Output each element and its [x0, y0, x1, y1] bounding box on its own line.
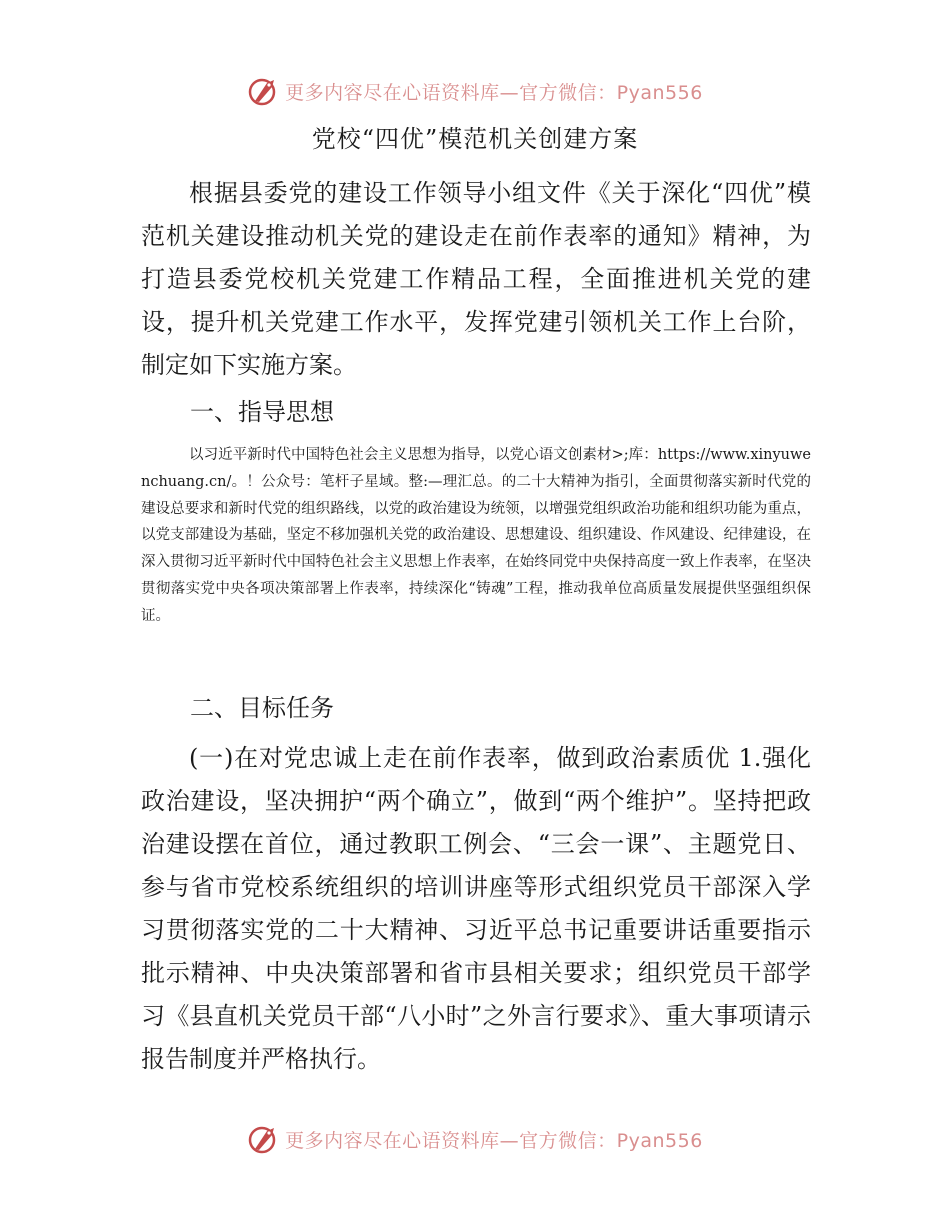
guiding-ideology-paragraph: 以习近平新时代中国特色社会主义思想为指导，以党心语文创素材>;库：https://www.xinyuwenchuang.cn/。！公众号：笔杆子星域。整:—理汇总。的二十大精神为指引，全面贯彻落实新时代党的建设总要求和新时代党的组织路线，以党的政治建设为统领，以增强党组织政治功能和组织功能为重点，以党支部建设为基础，坚定不移加强机关党的政治建设、思想建设、组织建设、作风建设、纪律建设，在深入贯彻习近平新时代中国特色社会主义思想上作表率，在始终同党中央保持高度一致上作表率，在坚决贯彻落实党中央各项决策部署上作表率，持续深化“铸魂”工程，推动我单位高质量发展提供坚强组织保证。: [141, 447, 811, 624]
watermark-text: 更多内容尽在心语资料库—官方微信：Pyan556: [285, 81, 703, 104]
watermark-banner-bottom: [0, 1119, 950, 1159]
document-title: 党校“四优”模范机关创建方案: [311, 125, 639, 153]
intro-paragraph: 根据县委党的建设工作领导小组文件《关于深化“四优”模范机关建设推动机关党的建设走在前作表率的通知》精神，为打造县委党校机关党建工作精品工程，全面推进机关党的建设，提升机关党建工作水平，发挥党建引领机关工作上台阶，制定如下实施方案。: [141, 179, 811, 379]
section-heading-goals-tasks: 二、目标任务: [190, 694, 334, 722]
pen-nib-circle-icon: [247, 74, 281, 108]
watermark-text: 更多内容尽在心语资料库—官方微信：Pyan556: [285, 1129, 703, 1152]
goals-tasks-paragraph: (一)在对党忠诚上走在前作表率，做到政治素质优 1.强化政治建设，坚决拥护“两个确立”，做到“两个维护”。坚持把政治建设摆在首位，通过教职工例会、“三会一课”、主题党日、参与省市党校系统组织的培训讲座等形式组织党员干部深入学习贯彻落实党的二十大精神、习近平总书记重要讲话重要指示批示精神、中央决策部署和省市县相关要求；组织党员干部学习《县直机关党员干部“八小时”之外言行要求》、重大事项请示报告制度并严格执行。: [141, 744, 811, 1073]
watermark-banner-top: [0, 71, 950, 111]
section-heading-guiding-ideology: 一、指导思想: [190, 398, 334, 426]
pen-nib-circle-icon: [247, 1122, 281, 1156]
